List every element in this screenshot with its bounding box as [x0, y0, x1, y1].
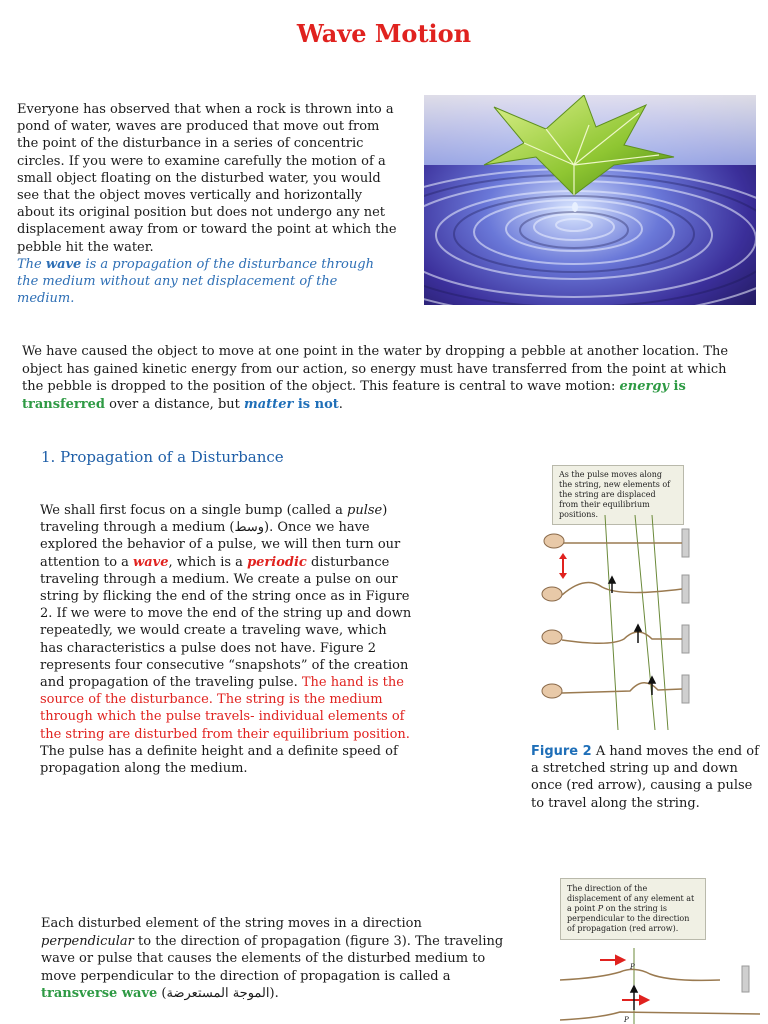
- black-arrow-icon: [631, 986, 637, 1010]
- point-p-label: P: [630, 963, 635, 971]
- transverse-paragraph: Each disturbed element of the string moves in a direction perpendicular to the direction of propagation (figure 3). The traveling wave or pulse that causes the elements of the disturbed medium to move perpendicular to the direction of propagation is called a transverse wave (الموجة المستعرضة).: [41, 916, 504, 1001]
- intro-paragraph: [17, 101, 397, 307]
- wave-term: wave: [45, 256, 82, 272]
- intro-text: Everyone has observed that when a rock is thrown into a pond of water, waves are produced that move out from the point of the disturbance in a series of concentric circles. If you were to examine carefully the motion of a small object floating on the disturbed water, you would see that the object moves vertically and horizontally about its original position but does not undergo any net displacement away from or toward the point at which the pebble hit the water.: [17, 102, 397, 255]
- matter-term: matter is not: [244, 396, 339, 412]
- page-title: Wave Motion: [296, 19, 472, 48]
- perpendicular-term: perpendicular: [41, 933, 134, 949]
- periodic-term: periodic: [247, 554, 307, 570]
- energy-term: energy is transferred: [22, 379, 686, 412]
- figure3-note: The direction of the displacement of any element at a point P on the string is perpendicular to the direction of propagation (red arrow).: [560, 878, 706, 940]
- figure2-label: Figure 2: [531, 744, 592, 759]
- transverse-wave-term: transverse wave: [41, 986, 158, 1001]
- figure2-caption: Figure 2 A hand moves the end of a stretched string up and down once (red arrow), causing a pulse to travel along the string.: [531, 744, 759, 811]
- pulse-term: pulse: [347, 503, 383, 518]
- wave-term: wave: [133, 554, 169, 570]
- red-up-down-arrow-icon: [559, 553, 567, 579]
- point-p-label: P: [624, 1016, 629, 1024]
- figure3-diagram: [560, 948, 760, 1024]
- section-heading: 1. Propagation of a Disturbance: [41, 448, 284, 466]
- figure2-note: As the pulse moves along the string, new elements of the string are displaced from their equilibrium positions.: [552, 465, 684, 525]
- wave-definition: The wave is a propagation of the disturbance through the medium without any net displacement of the medium.: [17, 256, 374, 307]
- source-medium-note: The hand is the source of the disturbance. The string is the medium through which the pulse travels- individual elements of the string are disturbed from their equilibrium position.: [40, 675, 410, 742]
- pulse-paragraph: We shall first focus on a single bump (called a pulse) traveling through a medium (وسط). Once we have explored the behavior of a pulse, we will then turn our attention to a wave, which is a periodic disturbance traveling through a medium. We create a pulse on our string by flicking the end of the string once as in Figure 2. If we were to move the end of the string up and down repeatedly, we would create a traveling wave, which has characteristics a pulse does not have. Figure 2 represents four consecutive “snapshots” of the creation and propagation of the traveling pulse. The hand is the source of the disturbance. The string is the medium through which the pulse travels- individual elements of the string are disturbed from their equilibrium position. The pulse has a definite height and a definite speed of propagation along the medium.: [40, 503, 412, 777]
- water-ripple-photo: [424, 95, 756, 305]
- red-arrow-icon: [600, 956, 648, 1004]
- energy-paragraph: We have caused the object to move at one point in the water by dropping a pebble at another location. The object has gained kinetic energy from our action, so energy must have transferred from the point at which the pebble is dropped to the position of the object. This feature is central to wave motion: energy is transferred over a distance, but matter is not.: [22, 344, 729, 412]
- figure2-diagram: [540, 515, 700, 730]
